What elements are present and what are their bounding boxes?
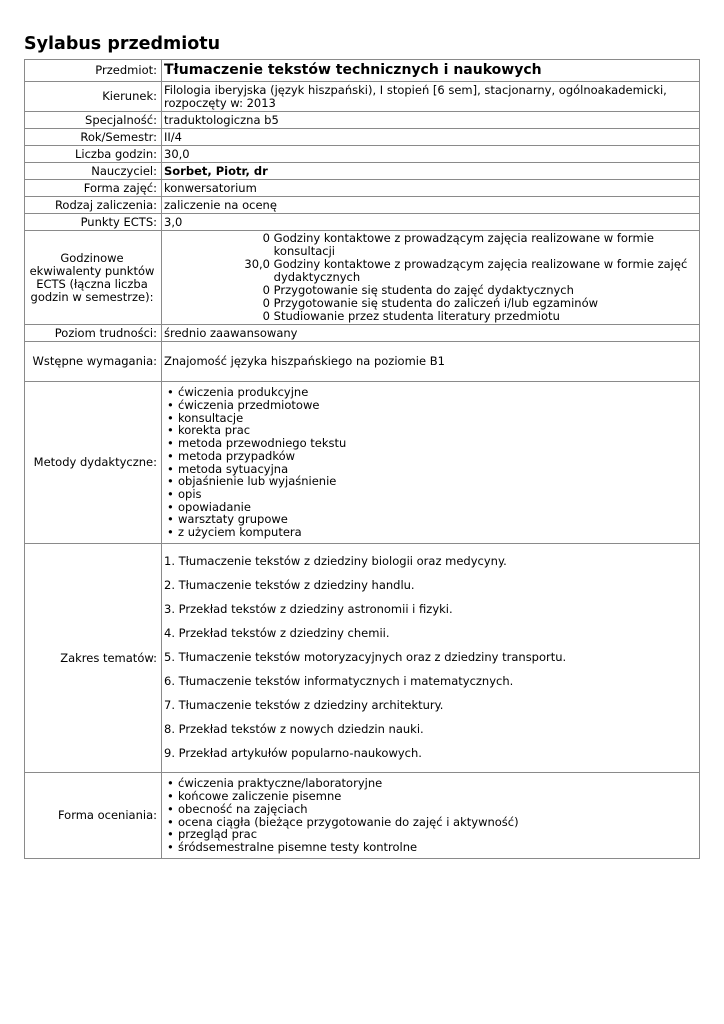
label-poziom: Poziom trudności: [25, 325, 162, 342]
list-item: • końcowe zaliczenie pisemne [164, 790, 697, 803]
value-godziny: 30,0 [162, 146, 700, 163]
label-nauczyciel: Nauczyciel: [25, 163, 162, 180]
ocenianie-list [164, 777, 697, 853]
row-kierunek [25, 82, 700, 112]
list-item: • warsztaty grupowe [164, 513, 697, 526]
row-poziom [25, 325, 700, 342]
list-item: • korekta prac [164, 424, 697, 437]
list-item: • ćwiczenia produkcyjne [164, 386, 697, 399]
row-rodzaj [25, 197, 700, 214]
row-ocenianie [25, 773, 700, 859]
row-nauczyciel [25, 163, 700, 180]
row-metody [25, 382, 700, 544]
ects-item [164, 258, 697, 284]
topic-item: 5. Tłumaczenie tekstów motoryzacyjnych oraz z dziedziny transportu. [164, 650, 567, 664]
list-item: • ćwiczenia przedmiotowe [164, 399, 697, 412]
row-wymagania [25, 342, 700, 382]
ects-hours: 30,0 [244, 257, 270, 271]
value-poziom: średnio zaawansowany [162, 325, 700, 342]
label-rok: Rok/Semestr: [25, 129, 162, 146]
list-item: • konsultacje [164, 412, 697, 425]
topic-item: 2. Tłumaczenie tekstów z dziedziny handlu. [164, 578, 415, 592]
ects-description: Przygotowanie się studenta do zajęć dydaktycznych [273, 283, 574, 297]
label-kierunek: Kierunek: [25, 82, 162, 112]
list-item: • metoda przypadków [164, 450, 697, 463]
ects-item [164, 232, 697, 258]
value-forma: konwersatorium [162, 180, 700, 197]
topic-item: 1. Tłumaczenie tekstów z dziedziny biologii oraz medycyny. [164, 554, 507, 568]
value-ects: 3,0 [162, 214, 700, 231]
ects-description: Godziny kontaktowe z prowadzącym zajęcia realizowane w formie zajęć dydaktycznych [273, 257, 688, 284]
row-przedmiot [25, 60, 700, 82]
ects-description: Godziny kontaktowe z prowadzącym zajęcia realizowane w formie konsultacji [273, 231, 654, 258]
topic-item: 4. Przekład tekstów z dziedziny chemii. [164, 626, 390, 640]
ects-hours: 0 [262, 309, 270, 323]
ects-hours: 0 [262, 231, 270, 245]
topic-item: 8. Przekład tekstów z nowych dziedzin nauki. [164, 722, 424, 736]
value-godzinowe [162, 231, 700, 325]
label-zakres: Zakres tematów: [25, 544, 162, 773]
ects-description: Studiowanie przez studenta literatury przedmiotu [273, 309, 560, 323]
topic-item: 6. Tłumaczenie tekstów informatycznych i matematycznych. [164, 674, 514, 688]
row-godzinowe [25, 231, 700, 325]
row-godziny [25, 146, 700, 163]
value-rodzaj: zaliczenie na ocenę [162, 197, 700, 214]
list-item: • śródsemestralne pisemne testy kontrolne [164, 841, 697, 854]
value-metody [162, 382, 700, 544]
label-ects: Punkty ECTS: [25, 214, 162, 231]
row-ects [25, 214, 700, 231]
topic-item: 3. Przekład tekstów z dziedziny astronomii i fizyki. [164, 602, 453, 616]
value-zakres [162, 544, 700, 773]
list-item: • z użyciem komputera [164, 526, 697, 539]
label-ocenianie: Forma oceniania: [25, 773, 162, 859]
row-rok [25, 129, 700, 146]
list-item: • przegląd prac [164, 828, 697, 841]
value-kierunek: Filologia iberyjska (język hiszpański), I stopień [6 sem], stacjonarny, ogólnoakademicki, rozpoczęty w: 2013 [162, 82, 700, 112]
list-item: • ocena ciągła (bieżące przygotowanie do zajęć i aktywność) [164, 816, 697, 829]
topic-item: 9. Przekład artykułów popularno-naukowych. [164, 746, 422, 760]
ects-description: Przygotowanie się studenta do zaliczeń i/lub egzaminów [273, 296, 599, 310]
list-item: • metoda przewodniego tekstu [164, 437, 697, 450]
value-przedmiot: Tłumaczenie tekstów technicznych i naukowych [162, 60, 700, 82]
ects-hours: 0 [262, 283, 270, 297]
metody-list [164, 386, 697, 538]
list-item: • opowiadanie [164, 501, 697, 514]
list-item: • metoda sytuacyjna [164, 463, 697, 476]
list-item: • ćwiczenia praktyczne/laboratoryjne [164, 777, 697, 790]
topic-item: 7. Tłumaczenie tekstów z dziedziny architektury. [164, 698, 444, 712]
value-ocenianie [162, 773, 700, 859]
row-specjalnosc [25, 112, 700, 129]
value-wymagania: Znajomość języka hiszpańskiego na poziomie B1 [162, 342, 700, 382]
value-rok: II/4 [162, 129, 700, 146]
label-przedmiot: Przedmiot: [25, 60, 162, 82]
label-forma: Forma zajęć: [25, 180, 162, 197]
list-item: • objaśnienie lub wyjaśnienie [164, 475, 697, 488]
ects-item [164, 310, 697, 323]
ects-hours: 0 [262, 296, 270, 310]
label-rodzaj: Rodzaj zaliczenia: [25, 197, 162, 214]
value-nauczyciel: Sorbet, Piotr, dr [162, 163, 700, 180]
value-specjalnosc: traduktologiczna b5 [162, 112, 700, 129]
label-specjalnosc: Specjalność: [25, 112, 162, 129]
list-item: • obecność na zajęciach [164, 803, 697, 816]
label-metody: Metody dydaktyczne: [25, 382, 162, 544]
list-item: • opis [164, 488, 697, 501]
row-zakres [25, 544, 700, 773]
label-godziny: Liczba godzin: [25, 146, 162, 163]
page-title: Sylabus przedmiotu [24, 34, 221, 54]
syllabus-table [24, 59, 700, 859]
label-wymagania: Wstępne wymagania: [25, 342, 162, 382]
label-godzinowe: Godzinowe ekwiwalenty punktów ECTS (łączna liczba godzin w semestrze): [25, 231, 162, 325]
row-forma [25, 180, 700, 197]
